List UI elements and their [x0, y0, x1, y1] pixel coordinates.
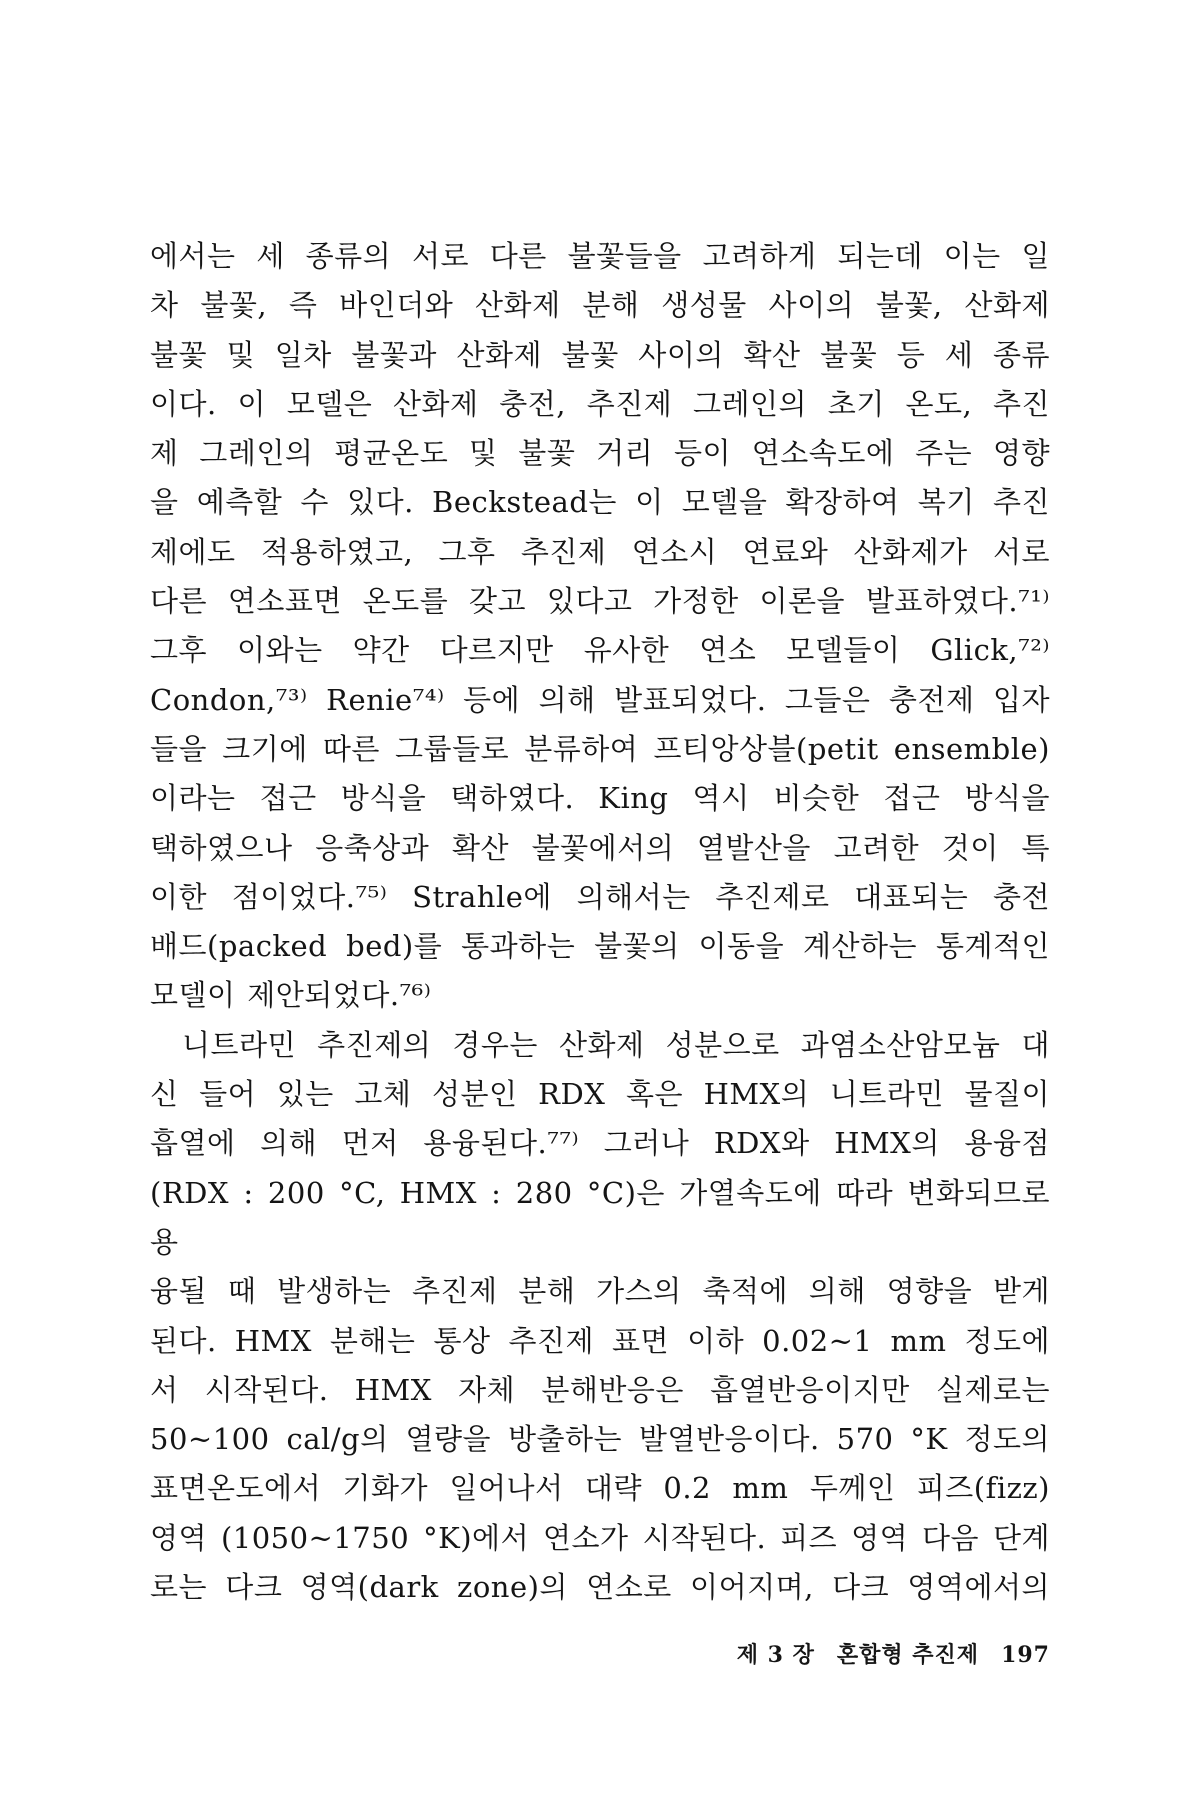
- text-line: 서 시작된다. HMX 자체 분해반응은 흡열반응이지만 실제로는: [150, 1372, 1050, 1407]
- page-footer: [737, 1638, 1050, 1669]
- text-line: (RDX : 200 °C, HMX : 280 °C)은 가열속도에 따라 변화되므로 용: [150, 1175, 1050, 1259]
- chapter-label: 제 3 장: [736, 1642, 815, 1668]
- text-line: 융될 때 발생하는 추진제 분해 가스의 축적에 의해 영향을 받게: [150, 1274, 1050, 1309]
- text-line: Condon,⁷³⁾ Renie⁷⁴⁾ 등에 의해 발표되었다. 그들은 충전제 입자: [150, 682, 1050, 717]
- paragraph-container: [150, 232, 1050, 1612]
- page-number: 197: [1001, 1642, 1050, 1668]
- paragraph: [150, 232, 1050, 1021]
- text-line: 50~100 cal/g의 열량을 방출하는 발열반응이다. 570 °K 정도의: [150, 1422, 1050, 1457]
- text-line: 모델이 제안되었다.⁷⁶⁾: [150, 978, 432, 1013]
- text-line: 신 들어 있는 고체 성분인 RDX 혹은 HMX의 니트라민 물질이: [150, 1077, 1050, 1112]
- chapter-title: 혼합형 추진제: [836, 1642, 980, 1668]
- text-line: 을 예측할 수 있다. Beckstead는 이 모델을 확장하여 복기 추진: [150, 485, 1050, 520]
- text-line: 흡열에 의해 먼저 용융된다.⁷⁷⁾ 그러나 RDX와 HMX의 용융점: [150, 1126, 1050, 1161]
- page-body: [150, 232, 1050, 1612]
- text-line: 택하였으나 응축상과 확산 불꽃에서의 열발산을 고려한 것이 특: [150, 830, 1050, 865]
- text-line: 차 불꽃, 즉 바인더와 산화제 분해 생성물 사이의 불꽃, 산화제: [150, 288, 1050, 323]
- text-line: 이라는 접근 방식을 택하였다. King 역시 비슷한 접근 방식을: [150, 781, 1050, 816]
- paragraph: [150, 1021, 1050, 1613]
- text-line: 이다. 이 모델은 산화제 충전, 추진제 그레인의 초기 온도, 추진: [150, 386, 1050, 421]
- text-line: 들을 크기에 따른 그룹들로 분류하여 프티앙상블(petit ensemble): [150, 731, 1050, 766]
- text-line: 로는 다크 영역(dark zone)의 연소로 이어지며, 다크 영역에서의: [150, 1570, 1050, 1605]
- text-line: 영역 (1050~1750 °K)에서 연소가 시작된다. 피즈 영역 다음 단계: [150, 1520, 1050, 1555]
- text-line: 제 그레인의 평균온도 및 불꽃 거리 등이 연소속도에 주는 영향: [150, 436, 1050, 471]
- text-line: 배드(packed bed)를 통과하는 불꽃의 이동을 계산하는 통계적인: [150, 929, 1050, 964]
- text-line: 불꽃 및 일차 불꽃과 산화제 불꽃 사이의 확산 불꽃 등 세 종류: [150, 337, 1050, 372]
- text-line: 니트라민 추진제의 경우는 산화제 성분으로 과염소산암모늄 대: [182, 1027, 1050, 1062]
- text-line: 이한 점이었다.⁷⁵⁾ Strahle에 의해서는 추진제로 대표되는 충전: [150, 879, 1050, 914]
- text-line: 된다. HMX 분해는 통상 추진제 표면 이하 0.02~1 mm 정도에: [150, 1323, 1050, 1358]
- text-line: 그후 이와는 약간 다르지만 유사한 연소 모델들이 Glick,⁷²⁾: [150, 633, 1050, 668]
- text-line: 다른 연소표면 온도를 갖고 있다고 가정한 이론을 발표하였다.⁷¹⁾: [150, 584, 1050, 619]
- text-line: 표면온도에서 기화가 일어나서 대략 0.2 mm 두께인 피즈(fizz): [150, 1471, 1050, 1506]
- text-line: 제에도 적용하였고, 그후 추진제 연소시 연료와 산화제가 서로: [150, 534, 1050, 569]
- text-line: 에서는 세 종류의 서로 다른 불꽃들을 고려하게 되는데 이는 일: [150, 239, 1050, 273]
